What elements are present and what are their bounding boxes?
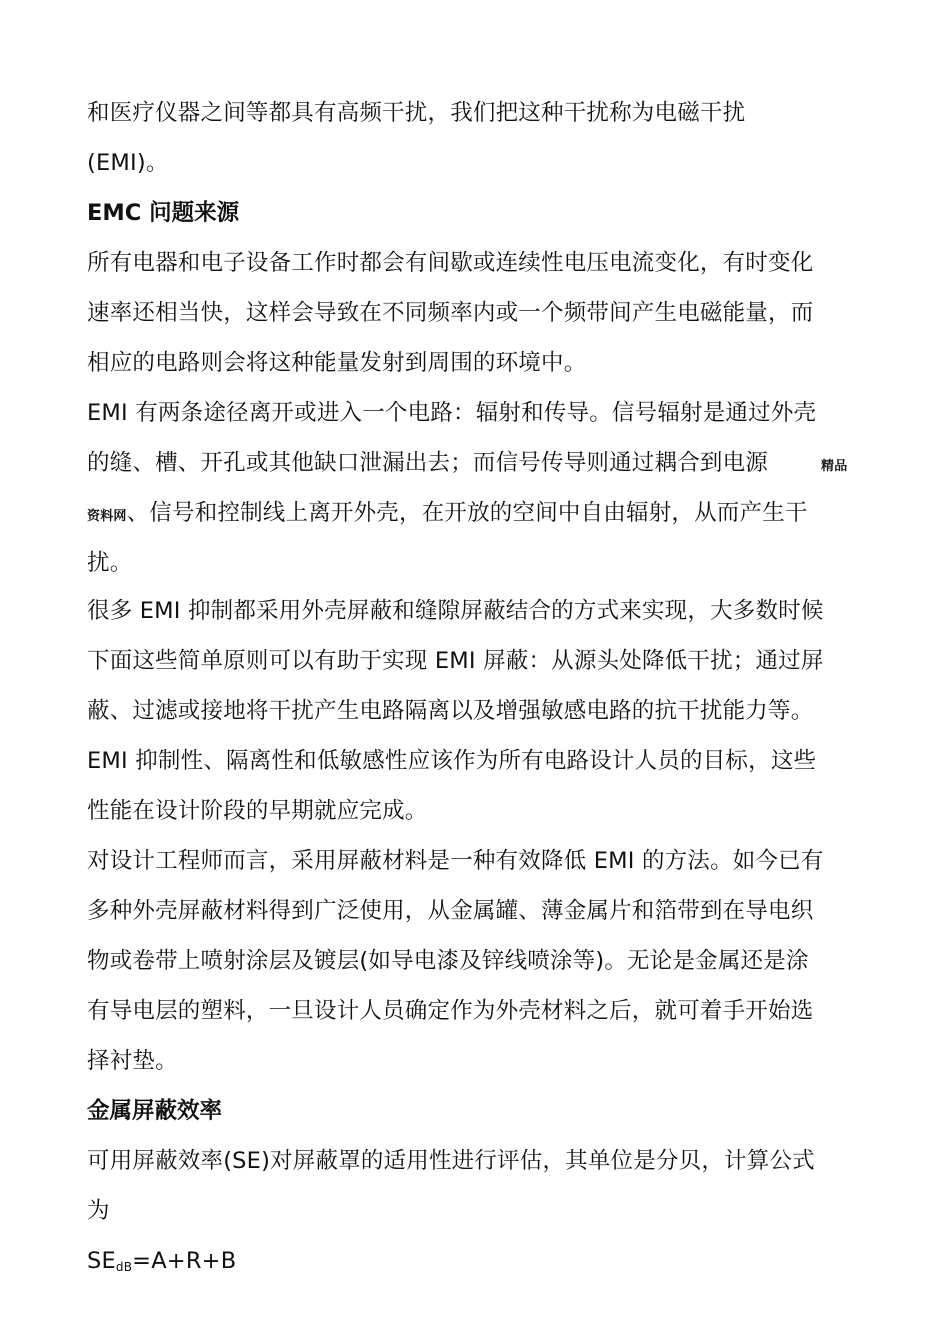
- paragraph-line: 下面这些简单原则可以有助于实现 EMI 屏蔽：从源头处降低干扰；通过屏: [87, 648, 824, 674]
- paragraph-line: 可用屏蔽效率(SE)对屏蔽罩的适用性进行评估，其单位是分贝，计算公式: [87, 1148, 815, 1174]
- paragraph-line: EMI 有两条途径离开或进入一个电路：辐射和传导。信号辐射是通过外壳: [87, 400, 817, 426]
- paragraph-line: 相应的电路则会将这种能量发射到周围的环境中。: [87, 350, 587, 376]
- paragraph-line: 择衬垫。: [87, 1048, 178, 1074]
- section-heading-metal-shielding: 金属屏蔽效率: [87, 1098, 223, 1124]
- formula-subscript: dB: [115, 1260, 133, 1274]
- paragraph-line: 扰。: [87, 550, 133, 576]
- paragraph-line: 为: [87, 1198, 110, 1224]
- formula-expression: =A+R+B: [132, 1248, 237, 1274]
- paragraph-line: 对设计工程师而言，采用屏蔽材料是一种有效降低 EMI 的方法。如今已有: [87, 848, 824, 874]
- paragraph-line: 性能在设计阶段的早期就应完成。: [87, 798, 428, 824]
- section-heading-emc-source: EMC 问题来源: [87, 200, 240, 226]
- paragraph-line: 的缝、槽、开孔或其他缺口泄漏出去；而信号传导则通过耦合到电源: [87, 450, 769, 476]
- paragraph-line: 速率还相当快，这样会导致在不同频率内或一个频带间产生电磁能量，而: [87, 300, 814, 326]
- watermark-text: 资料网: [87, 509, 127, 524]
- paragraph-line-text: 、信号和控制线上离开外壳，在开放的空间中自由辐射，从而产生干: [126, 500, 808, 526]
- watermark-text: 精品: [821, 459, 848, 474]
- paragraph-line: (EMI)。: [87, 150, 169, 176]
- formula-line: [87, 1246, 236, 1282]
- paragraph-line: 多种外壳屏蔽材料得到广泛使用，从金属罐、薄金属片和箔带到在导电织: [87, 898, 814, 924]
- paragraph-line: 很多 EMI 抑制都采用外壳屏蔽和缝隙屏蔽结合的方式来实现，大多数时候: [87, 598, 824, 624]
- paragraph-line: 所有电器和电子设备工作时都会有间歇或连续性电压电流变化，有时变化: [87, 250, 814, 276]
- paragraph-line: 和医疗仪器之间等都具有高频干扰，我们把这种干扰称为电磁干扰: [87, 100, 746, 126]
- paragraph-line: 物或卷带上喷射涂层及镀层(如导电漆及锌线喷涂等)。无论是金属还是涂: [87, 948, 809, 974]
- formula-symbol: SE: [87, 1248, 116, 1274]
- paragraph-line: [87, 498, 808, 532]
- paragraph-line: EMI 抑制性、隔离性和低敏感性应该作为所有电路设计人员的目标，这些: [87, 748, 817, 774]
- paragraph-line: 蔽、过滤或接地将干扰产生电路隔离以及增强敏感电路的抗干扰能力等。: [87, 698, 814, 724]
- paragraph-line: 有导电层的塑料，一旦设计人员确定作为外壳材料之后，就可着手开始选: [87, 998, 814, 1024]
